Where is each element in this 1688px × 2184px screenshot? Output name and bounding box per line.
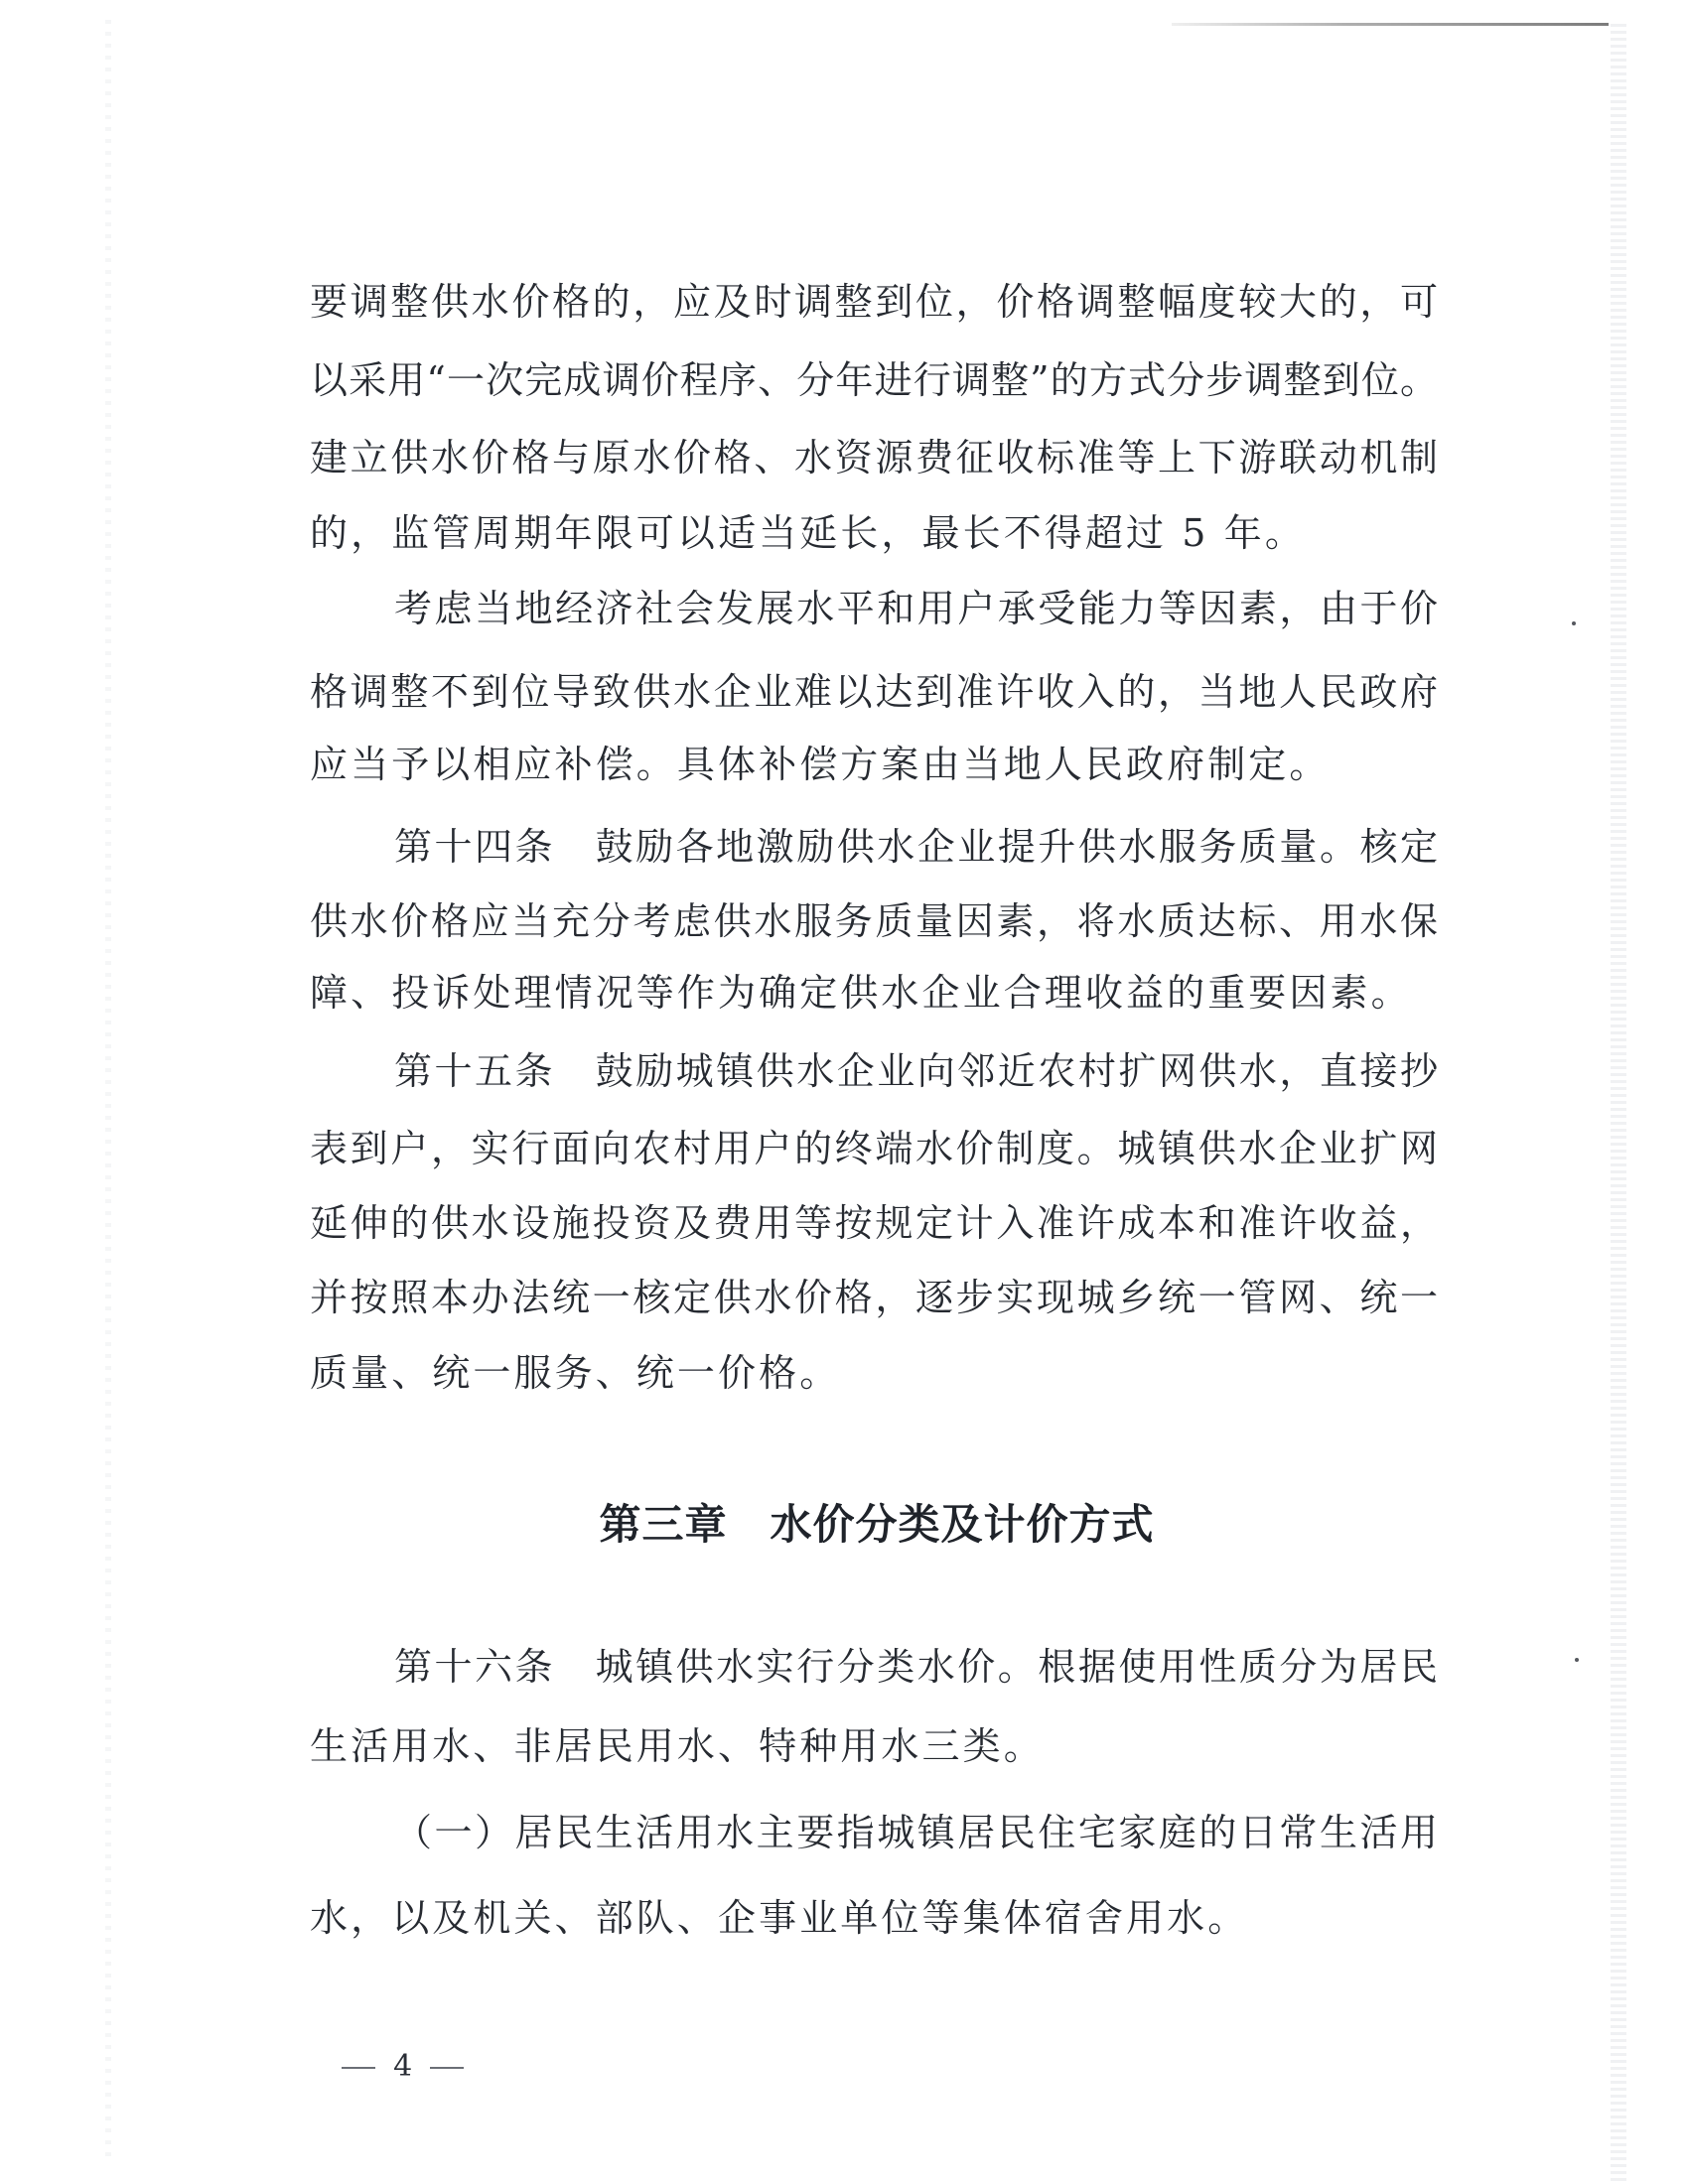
text-line: 延伸的供水设施投资及费用等按规定计入准许成本和准许收益， [310,1201,1438,1245]
scan-speck [1572,621,1576,625]
text-line: 第十四条 鼓励各地激励供水企业提升供水服务质量。核定 [394,825,1438,869]
scan-right-edge-shadow [1611,24,1626,2184]
text-line: 以采用“一次完成调价程序、分年进行调整”的方式分步调整到位。 [310,358,1438,402]
text-line: 第十五条 鼓励城镇供水企业向邻近农村扩网供水，直接抄 [394,1049,1438,1093]
page-number-left-dash [342,2067,375,2069]
scan-speck [1575,1658,1579,1662]
text-line: 的，监管周期年限可以适当延长，最长不得超过 5 年。 [310,511,1306,555]
chapter-heading: 第三章 水价分类及计价方式 [599,1500,1155,1549]
text-line: 供水价格应当充分考虑供水服务质量因素，将水质达标、用水保 [310,899,1438,943]
text-line: 建立供水价格与原水价格、水资源费征收标准等上下游联动机制 [310,436,1438,479]
text-line: 并按照本办法统一核定供水价格，逐步实现城乡统一管网、统一 [310,1276,1438,1319]
text-line: 考虑当地经济社会发展水平和用户承受能力等因素，由于价 [394,587,1438,630]
text-line: 格调整不到位导致供水企业难以达到准许收入的，当地人民政府 [310,670,1438,714]
page-number-value: 4 [393,2049,413,2084]
text-line: 要调整供水价格的，应及时调整到位，价格调整幅度较大的，可 [310,280,1438,324]
page-number [304,2007,464,2084]
scan-edge-line [1172,23,1609,26]
text-line: （一）居民生活用水主要指城镇居民住宅家庭的日常生活用 [394,1811,1438,1854]
text-line: 质量、统一服务、统一价格。 [310,1351,841,1395]
text-line: 障、投诉处理情况等作为确定供水企业合理收益的重要因素。 [310,971,1412,1015]
text-line: 生活用水、非居民用水、特种用水三类。 [310,1724,1045,1768]
page-number-right-dash [430,2067,464,2069]
scan-left-edge-shadow [105,20,111,2164]
text-line: 应当予以相应补偿。具体补偿方案由当地人民政府制定。 [310,743,1331,786]
text-line: 水，以及机关、部队、企事业单位等集体宿舍用水。 [310,1896,1249,1940]
text-line: 第十六条 城镇供水实行分类水价。根据使用性质分为居民 [394,1645,1438,1689]
text-line: 表到户，实行面向农村用户的终端水价制度。城镇供水企业扩网 [310,1127,1438,1170]
